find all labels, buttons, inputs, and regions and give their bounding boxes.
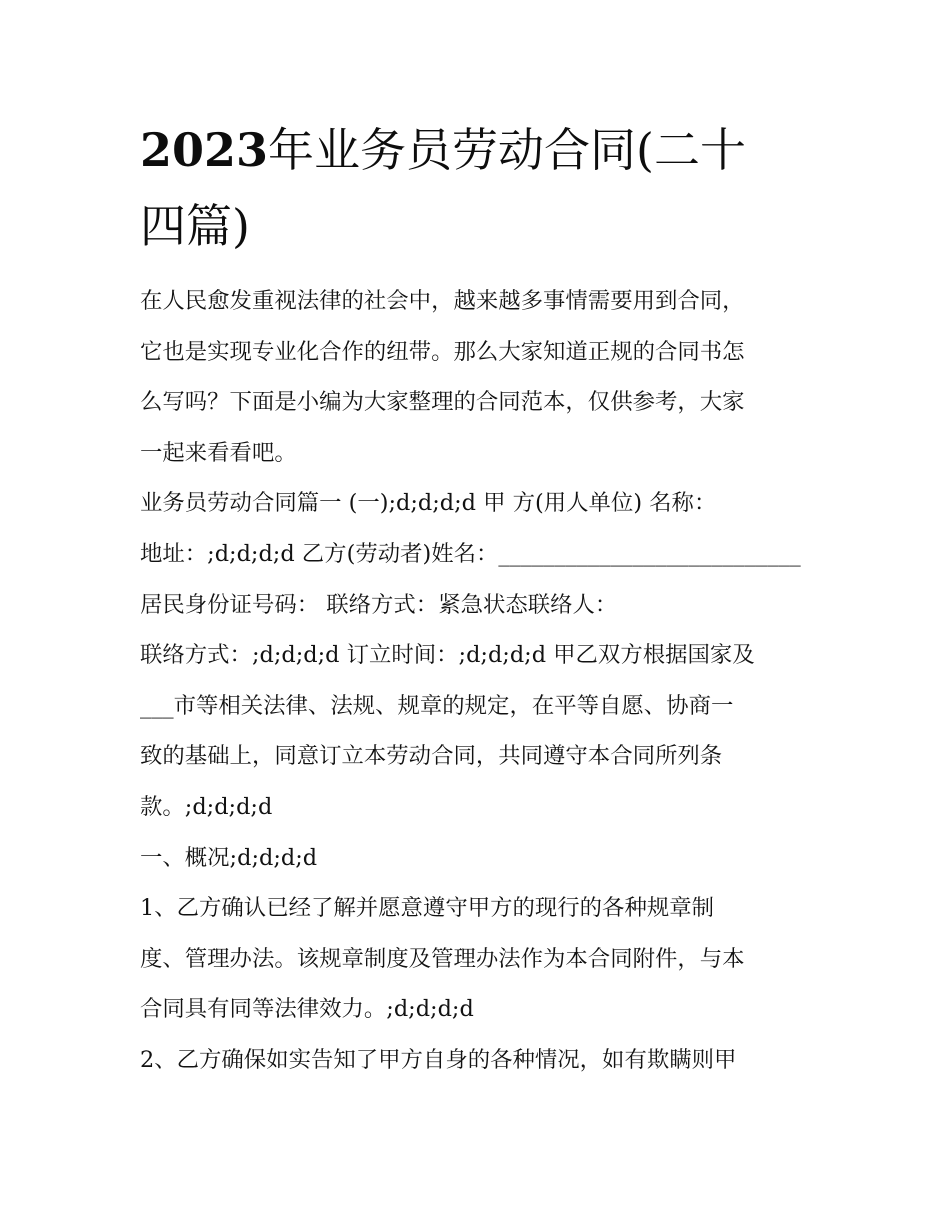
body-line: 致的基础上，同意订立本劳动合同，共同遵守本合同所列条 (140, 743, 723, 770)
title-year: 2023 (140, 123, 269, 177)
body-line: 么写吗？下面是小编为大家整理的合同范本，仅供参考，大家 (140, 389, 745, 416)
document-title (140, 112, 820, 264)
body-line: 款。;d;d;d;d (140, 793, 273, 820)
title-line1: 年业务员劳动合同(二十 (268, 123, 746, 177)
body-line: 它也是实现专业化合作的纽带。那么大家知道正规的合同书怎 (140, 338, 745, 365)
body-line: 度、管理办法。该规章制度及管理办法作为本合同附件，与本 (140, 945, 745, 972)
body-line: 合同具有同等法律效力。;d;d;d;d (140, 996, 474, 1023)
body-line: 一起来看看吧。 (140, 439, 297, 466)
body-line: 2、乙方确保如实告知了甲方自身的各种情况，如有欺瞒则甲 (140, 1046, 737, 1073)
body-line: 1、乙方确认已经了解并愿意遵守甲方的现行的各种规章制 (140, 895, 715, 922)
body-line: 地址：;d;d;d;d 乙方(劳动者)姓名：___________________________ (140, 540, 801, 567)
body-line: ___市等相关法律、法规、规章的规定，在平等自愿、协商一 (140, 692, 734, 719)
document-body (140, 276, 812, 1086)
body-line: 联络方式：;d;d;d;d 订立时间：;d;d;d;d 甲乙双方根据国家及 (140, 642, 755, 669)
body-line: 业务员劳动合同篇一 (一);d;d;d;d 甲 方(用人单位) 名称： (140, 490, 717, 517)
title-line2: 四篇) (140, 199, 250, 253)
body-line: 居民身份证号码： 联络方式：紧急状态联络人： (140, 591, 618, 618)
body-line: 一、概况;d;d;d;d (140, 844, 318, 871)
body-line: 在人民愈发重视法律的社会中，越来越多事情需要用到合同， (140, 288, 745, 314)
